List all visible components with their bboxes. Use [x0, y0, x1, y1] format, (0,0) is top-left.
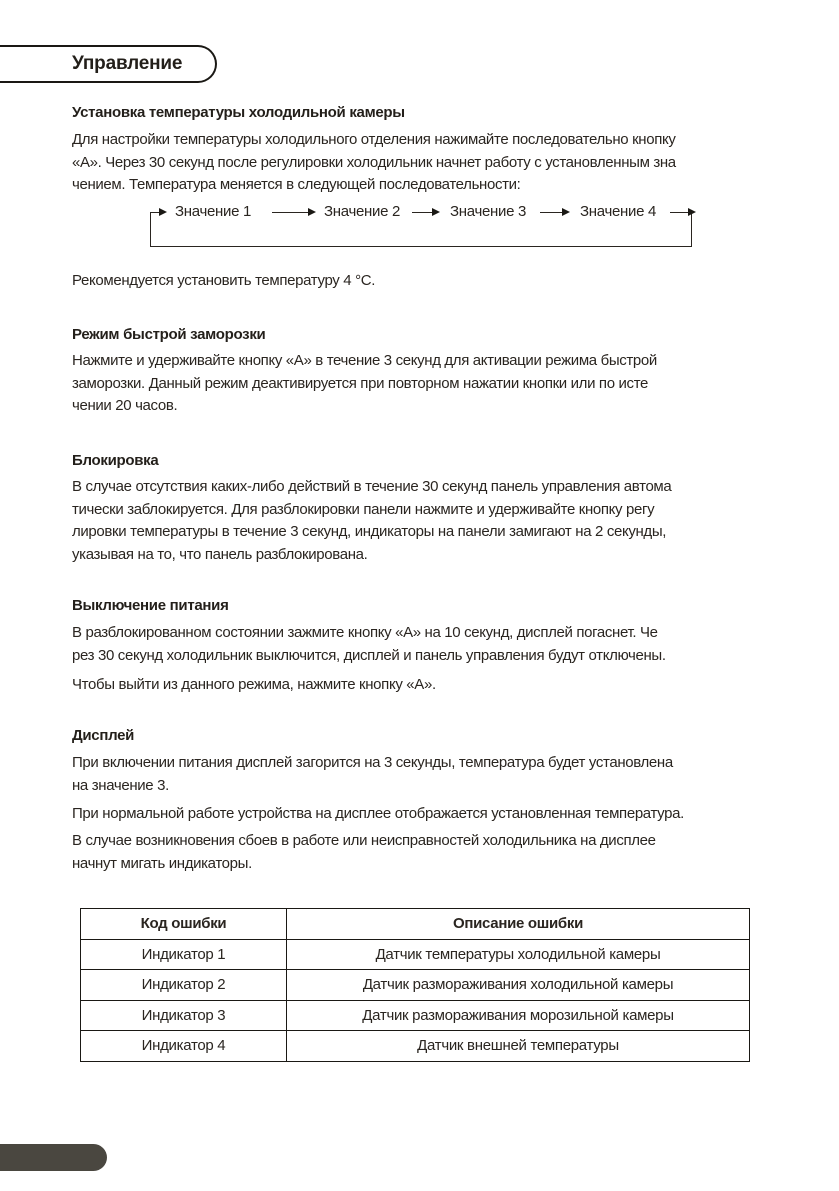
- arrow-icon: [272, 212, 314, 213]
- text-line: заморозки. Данный режим деактивируется при повторном нажатии кнопки или по исте: [72, 374, 649, 392]
- section-title-lock: Блокировка: [72, 452, 159, 469]
- error-code-table: [80, 908, 750, 1062]
- text-line: Для настройки температуры холодильного отделения нажимайте последовательно кнопку: [72, 131, 676, 148]
- text-line: рез 30 секунд холодильник выключится, дисплей и панель управления будут отключены.: [72, 646, 666, 664]
- section-title-temperature: Установка температуры холодильной камеры: [72, 104, 405, 121]
- error-description-cell: Датчик температуры холодильной камеры: [287, 939, 750, 970]
- table-header-row: [81, 909, 750, 940]
- flow-value-1: Значение 1: [175, 203, 252, 220]
- table-row: [81, 1000, 750, 1031]
- paragraph-power-off: [72, 622, 772, 667]
- paragraph-fast-freeze: [72, 350, 772, 418]
- text-line: начнут мигать индикаторы.: [72, 854, 252, 872]
- column-header-description: Описание ошибки: [287, 909, 750, 940]
- error-code-cell: Индикатор 2: [81, 970, 287, 1001]
- text-line: чении 20 часов.: [72, 397, 178, 414]
- page-footer-bar: [0, 1144, 107, 1171]
- flow-value-4: Значение 4: [580, 203, 657, 220]
- page-title: Управление: [72, 53, 183, 74]
- paragraph-display-2: При нормальной работе устройства на дисплее отображается установленная температура.: [72, 805, 684, 822]
- section-title-display: Дисплей: [72, 727, 135, 744]
- table-row: [81, 939, 750, 970]
- error-description-cell: Датчик внешней температуры: [287, 1031, 750, 1062]
- arrow-icon: [412, 212, 438, 213]
- text-line: В случае отсутствия каких-либо действий в течение 30 секунд панель управления автома: [72, 478, 672, 495]
- arrow-icon: [670, 212, 694, 213]
- arrow-icon: [540, 212, 568, 213]
- text-line: чением. Температура меняется в следующей последовательности:: [72, 176, 521, 193]
- text-line: на значение 3.: [72, 776, 169, 794]
- paragraph-display-3: [72, 830, 772, 875]
- text-line: Нажмите и удерживайте кнопку «А» в течение 3 секунд для активации режима быстрой: [72, 352, 657, 369]
- section-title-power-off: Выключение питания: [72, 597, 229, 614]
- paragraph-temperature: [72, 129, 772, 197]
- text-line: указывая на то, что панель разблокирована.: [72, 545, 368, 563]
- error-code-cell: Индикатор 3: [81, 1000, 287, 1031]
- text-line: лировки температуры в течение 3 секунд, индикаторы на панели замигают на 2 секунды,: [72, 523, 667, 540]
- flow-value-3: Значение 3: [450, 203, 527, 220]
- text-line: В разблокированном состоянии зажмите кнопку «А» на 10 секунд, дисплей погаснет. Че: [72, 624, 658, 641]
- table-row: [81, 970, 750, 1001]
- text-line: В случае возникновения сбоев в работе или неисправностей холодильника на дисплее: [72, 832, 656, 849]
- text-line: «А». Через 30 секунд после регулировки холодильник начнет работу с установленным зна: [72, 153, 676, 171]
- error-code-cell: Индикатор 4: [81, 1031, 287, 1062]
- arrow-icon: [151, 212, 165, 213]
- section-title-fast-freeze: Режим быстрой заморозки: [72, 326, 266, 343]
- temperature-sequence-diagram: [150, 200, 700, 250]
- error-code-cell: Индикатор 1: [81, 939, 287, 970]
- error-description-cell: Датчик размораживания морозильной камеры: [287, 1000, 750, 1031]
- text-line: тически заблокируется. Для разблокировки панели нажмите и удерживайте кнопку регу: [72, 500, 655, 518]
- paragraph-lock: [72, 476, 772, 566]
- error-description-cell: Датчик размораживания холодильной камеры: [287, 970, 750, 1001]
- recommendation-note: Рекомендуется установить температуру 4 °C.: [72, 272, 376, 289]
- paragraph-power-off-exit: Чтобы выйти из данного режима, нажмите кнопку «А».: [72, 676, 436, 693]
- flow-value-2: Значение 2: [324, 203, 401, 220]
- table-row: [81, 1031, 750, 1062]
- paragraph-display-1: [72, 752, 772, 797]
- column-header-code: Код ошибки: [81, 909, 287, 940]
- text-line: При включении питания дисплей загорится на 3 секунды, температура будет установлена: [72, 754, 673, 771]
